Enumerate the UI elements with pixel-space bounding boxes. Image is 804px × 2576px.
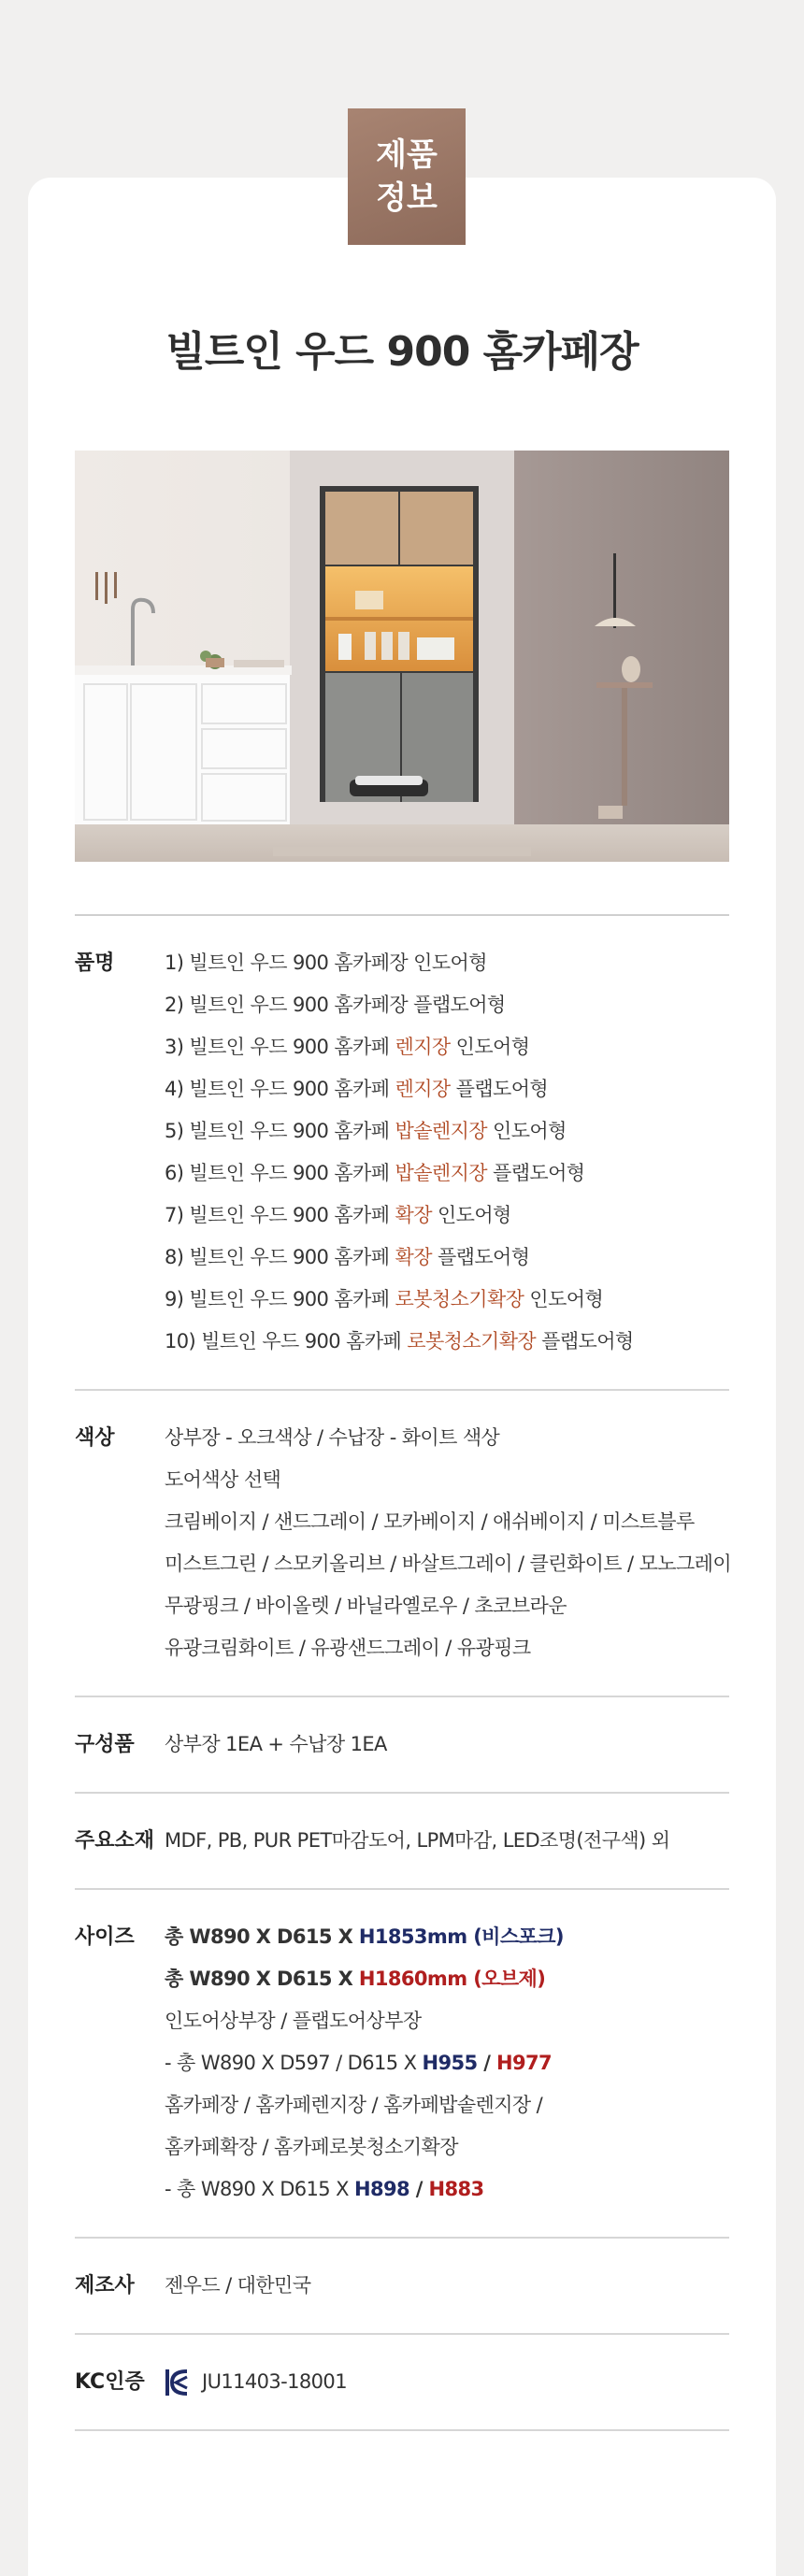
spec-table xyxy=(75,914,732,2431)
page-title: 빌트인 우드 900 홈카페장 xyxy=(165,328,639,376)
product-item: 5) 빌트인 우드 900 홈카페 밥솥렌지장 인도어형 xyxy=(165,1120,567,1142)
kc-mark-icon xyxy=(165,2366,191,2399)
color-line: 도어색상 선택 xyxy=(165,1468,281,1491)
size-line: 홈카페장 / 홈카페렌지장 / 홈카페밥솥렌지장 / xyxy=(165,2094,543,2116)
product-item: 9) 빌트인 우드 900 홈카페 로봇청소기확장 인도어형 xyxy=(165,1288,604,1310)
spec-row-kc xyxy=(75,2335,729,2431)
product-item: 7) 빌트인 우드 900 홈카페 확장 인도어형 xyxy=(165,1204,511,1226)
product-item: 10) 빌트인 우드 900 홈카페 로봇청소기확장 플랩도어형 xyxy=(165,1330,634,1352)
spec-row-product xyxy=(75,916,729,1391)
material-value: MDF, PB, PUR PET마감도어, LPM마감, LED조명(전구색) 외 xyxy=(165,1829,670,1852)
product-info-badge xyxy=(348,108,466,245)
product-item: 3) 빌트인 우드 900 홈카페 렌지장 인도어형 xyxy=(165,1036,530,1058)
product-item: 1) 빌트인 우드 900 홈카페장 인도어형 xyxy=(165,952,487,974)
spec-row-maker xyxy=(75,2239,729,2335)
maker-value: 젠우드 / 대한민국 xyxy=(165,2274,311,2297)
spec-row-color xyxy=(75,1391,732,1697)
size-list xyxy=(165,1916,729,2211)
spec-label: 품명 xyxy=(75,952,115,975)
badge-line-2: 정보 xyxy=(376,179,438,217)
color-line: 미스트그린 / 스모키올리브 / 바살트그레이 / 클린화이트 / 모노그레이 xyxy=(165,1553,732,1575)
product-item: 4) 빌트인 우드 900 홈카페 렌지장 플랩도어형 xyxy=(165,1078,549,1100)
size-line-objet: 총 W890 X D615 X H1860mm (오브제) xyxy=(165,1968,546,1990)
color-line: 무광핑크 / 바이올렛 / 바닐라옐로우 / 초코브라운 xyxy=(165,1595,567,1617)
spec-label: 제조사 xyxy=(75,2274,135,2297)
spec-label: 사이즈 xyxy=(75,1925,135,1949)
spec-row-components xyxy=(75,1697,729,1794)
product-item: 6) 빌트인 우드 900 홈카페 밥솥렌지장 플랩도어형 xyxy=(165,1162,585,1184)
spec-label: 주요소재 xyxy=(75,1829,155,1853)
size-line: 인도어상부장 / 플랩도어상부장 xyxy=(165,2010,422,2032)
color-line: 크림베이지 / 샌드그레이 / 모카베이지 / 애쉬베이지 / 미스트블루 xyxy=(165,1510,695,1533)
spec-label: KC인증 xyxy=(75,2370,145,2394)
color-list xyxy=(165,1417,731,1669)
size-line: - 총 W890 X D615 X H898 / H883 xyxy=(165,2178,484,2200)
product-item: 8) 빌트인 우드 900 홈카페 확장 플랩도어형 xyxy=(165,1246,530,1268)
product-item: 2) 빌트인 우드 900 홈카페장 플랩도어형 xyxy=(165,994,506,1016)
spec-label: 구성품 xyxy=(75,1733,135,1756)
product-photo xyxy=(75,451,729,862)
color-line: 상부장 - 오크색상 / 수납장 - 화이트 색상 xyxy=(165,1426,500,1449)
spec-row-size xyxy=(75,1890,729,2239)
kc-number: JU11403-18001 xyxy=(202,2370,347,2393)
product-name-list xyxy=(165,942,729,1363)
size-line: 홈카페확장 / 홈카페로봇청소기확장 xyxy=(165,2136,458,2158)
color-line: 유광크림화이트 / 유광샌드그레이 / 유광핑크 xyxy=(165,1637,531,1659)
components-value: 상부장 1EA + 수납장 1EA xyxy=(165,1733,387,1755)
size-line-bespoke: 총 W890 X D615 X H1853mm (비스포크) xyxy=(165,1925,564,1948)
size-line: - 총 W890 X D597 / D615 X H955 / H977 xyxy=(165,2052,552,2074)
spec-label: 색상 xyxy=(75,1426,115,1450)
spec-row-material xyxy=(75,1794,729,1890)
badge-line-1: 제품 xyxy=(376,136,438,174)
